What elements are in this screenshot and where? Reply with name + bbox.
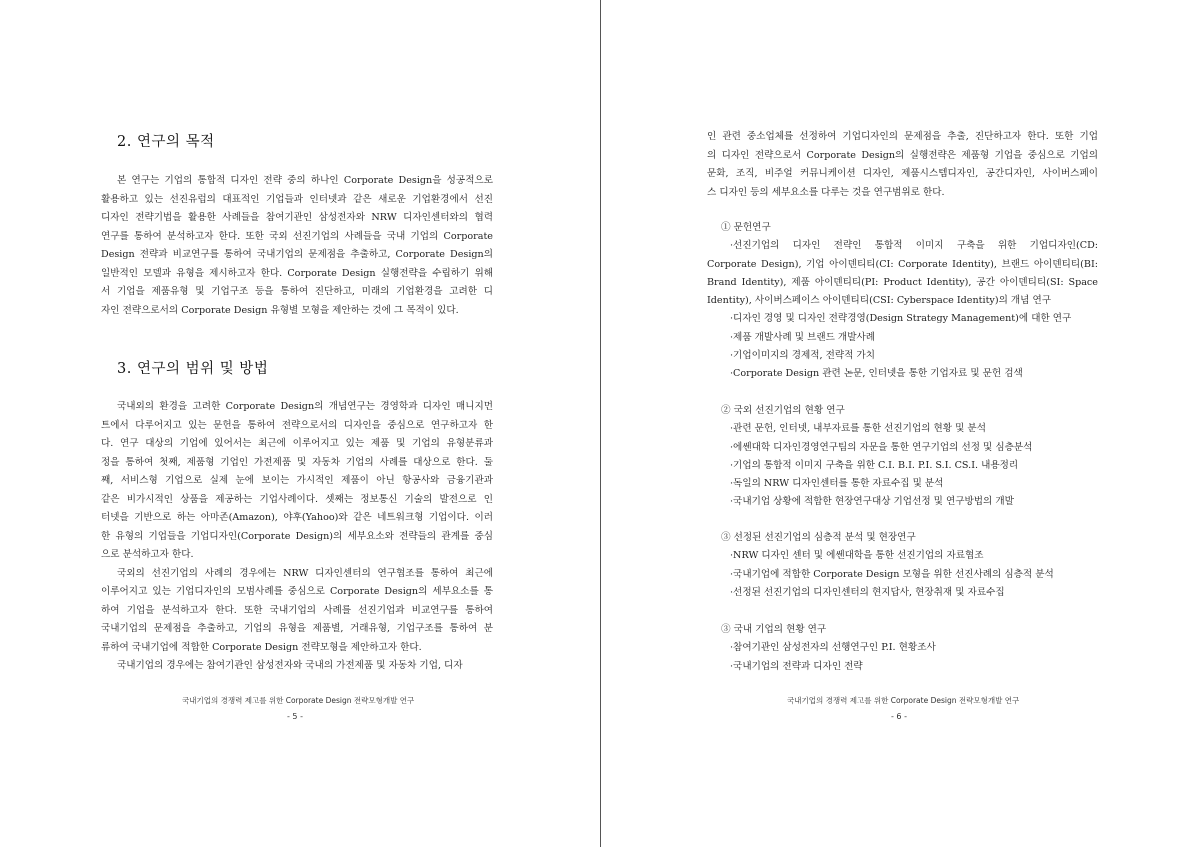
- list-item: ·관련 문헌, 인터넷, 내부자료를 통한 선진기업의 현황 및 분석: [730, 423, 986, 435]
- list-item: ·기업의 통합적 이미지 구축을 위한 C.I. B.I. P.I. S.I. CS.I. 내용정리: [730, 459, 1019, 471]
- running-footer-title: 국내기업의 경쟁력 제고를 위한 Corporate Design 전략모형개발 연구: [182, 696, 415, 705]
- text-line: 자인 전략으로서의 Corporate Design 유형별 모형을 제안하는 것에 그 목적이 있다.: [101, 304, 459, 316]
- text-line: 으로 분석하고자 한다.: [101, 549, 194, 560]
- text-line: 활용하고 있는 선진유럽의 대표적인 기업들과 인터넷과 같은 새로운 기업환경에서 선진: [101, 193, 493, 205]
- list-item: ·제품 개발사례 및 브랜드 개발사례: [730, 331, 875, 343]
- text-line: 국내외의 환경을 고려한 Corporate Design의 개념연구는 경영학과 디자인 매니지먼: [117, 401, 493, 412]
- list-item: ·국내기업에 적합한 Corporate Design 모형을 위한 선진사례의 심층적 분석: [730, 568, 1054, 580]
- list-heading: ③ 선정된 선진기업의 심층적 분석 및 현장연구: [721, 532, 916, 543]
- list-item-line: ·선진기업의 디자인 전략인 통합적 이미지 구축을 위한 기업디자인(CD:: [730, 240, 1098, 252]
- left-page: [0, 0, 600, 847]
- text-line: 다. 연구 대상의 기업에 있어서는 최근에 이루어지고 있는 제품 및 기업의 유형분류과: [101, 438, 493, 449]
- text-line: 한 유형의 기업들을 기업디자인(Corporate Design)의 세부요소와 전략들의 관계를 중심: [101, 530, 493, 542]
- list-item: ·독일의 NRW 디자인센터를 통한 자료수집 및 분석: [730, 478, 944, 490]
- list-item: ·NRW 디자인 센터 및 에쎈대학을 통한 선진기업의 자료협조: [730, 550, 984, 562]
- list-item-line: Brand Identity), 제품 아이덴티티(PI: Product Identity), 공간 아이덴티티(SI: Space: [707, 276, 1098, 288]
- list-item: ·디자인 경영 및 디자인 전략경영(Design Strategy Management)에 대한 연구: [730, 313, 1072, 325]
- in-depth-analysis-list: [707, 529, 1098, 602]
- list-heading: ③ 국내 기업의 현황 연구: [721, 624, 827, 635]
- text-line: 이루어지고 있는 기업디자인의 모범사례를 중심으로 Corporate Design의 세부요소를 통: [101, 586, 493, 597]
- text-line: 국외의 선진기업의 사례의 경우에는 NRW 디자인센터의 연구협조를 통하여 최근에: [117, 567, 493, 579]
- text-line: 의 디자인 전략으로서 Corporate Design의 실행전략은 제품형 기업을 중심으로 기업의: [707, 149, 1098, 161]
- text-line: 국내기업의 경우에는 참여기관인 삼성전자와 국내의 가전제품 및 자동차 기업, 디자: [117, 660, 463, 671]
- text-line: 서 기업을 제품유형 및 기업구조 등을 통하여 진단하고, 미래의 기업환경을 고려한 디: [101, 286, 493, 297]
- text-line: 트에서 다루어지고 있는 문헌을 통하여 전략으로서의 디자인을 중심으로 연구하고자 한: [101, 419, 493, 431]
- text-line: 디자인 전략기법을 활용한 사례들을 참여기관인 삼성전자와 NRW 디자인센터와의 협력: [101, 212, 493, 223]
- text-line: 국내기업의 문제점을 추출하고, 기업의 유형을 제품별, 거래유형, 기업구조를 통하여 분: [101, 623, 493, 634]
- list-item: ·국내기업의 전략과 디자인 전략: [730, 660, 863, 672]
- text-line: 인 관련 중소업체를 선정하여 기업디자인의 문제점을 추출, 진단하고자 한다. 또한 기업: [707, 131, 1098, 142]
- text-line: 일반적인 모델과 유형을 제시하고자 한다. Corporate Design 실행전략을 수립하기 위해: [101, 267, 493, 279]
- text-line: 스 디자인 등의 세부요소를 다루는 것을 연구범위로 한다.: [707, 186, 945, 198]
- page-number: - 6 -: [891, 712, 907, 721]
- literature-research-list: [707, 219, 1098, 384]
- text-line: 하여 기업을 분석하고자 한다. 또한 국내기업의 사례를 선진기업과 비교연구를 통하여: [101, 604, 493, 616]
- text-line: 같은 비가시적인 상품을 제공하는 기업사례이다. 셋째는 정보통신 기술의 발전으로 인: [101, 493, 493, 505]
- list-item: ·국내기업 상황에 적합한 현장연구대상 기업선정 및 연구방법의 개발: [730, 496, 1014, 508]
- text-line: 류하여 국내기업에 적합한 Corporate Design 전략모형을 제안하고자 한다.: [101, 641, 422, 653]
- list-item: ·Corporate Design 관련 논문, 인터넷을 통한 기업자료 및 문헌 검색: [730, 368, 1023, 380]
- list-item-line: Identity), 사이버스페이스 아이덴티티(CSI: Cyberspace Identity)의 개념 연구: [707, 295, 1052, 307]
- list-item: ·선정된 선진기업의 디자인센터의 현지답사, 현장취재 및 자료수집: [730, 586, 1005, 598]
- text-line: 연구를 통하여 분석하고자 한다. 또한 국외 선진기업의 사례들을 국내 기업의 Corporate: [101, 230, 493, 242]
- domestic-company-research-list: [707, 621, 1098, 676]
- section-2-title: 2. 연구의 목적: [117, 134, 215, 150]
- list-item: ·기업이미지의 경제적, 전략적 가치: [730, 350, 875, 362]
- section-3-title: 3. 연구의 범위 및 방법: [117, 361, 269, 377]
- list-heading: ② 국외 선진기업의 현황 연구: [721, 405, 845, 416]
- text-line: 문화, 조직, 비주얼 커뮤니케이션 디자인, 제품시스템디자인, 공간디자인, 사이버스페이: [707, 168, 1098, 179]
- text-line: 터넷을 기반으로 하는 아마존(Amazon), 야후(Yahoo)와 같은 네트워크형 기업이다. 이러: [101, 512, 493, 523]
- overseas-company-research-list: [707, 402, 1098, 512]
- page-number: - 5 -: [287, 712, 303, 721]
- list-item-line: Corporate Design), 기업 아이덴티티(CI: Corporate Identity), 브랜드 아이덴티티(BI:: [707, 258, 1098, 270]
- list-heading: ① 문헌연구: [721, 222, 771, 233]
- running-footer-title: 국내기업의 경쟁력 제고를 위한 Corporate Design 전략모형개발 연구: [787, 696, 1020, 705]
- text-line: Design 전략과 비교연구를 통하여 국내기업의 문제점을 추출하고, Corporate Design의: [101, 249, 493, 260]
- text-line: 째, 서비스형 기업으로 실제 눈에 보이는 가시적인 제품이 아닌 항공사와 금융기관과: [101, 475, 493, 486]
- list-item: ·에쎈대학 디자인경영연구팀의 자문을 통한 연구기업의 선정 및 심층분석: [730, 441, 1033, 453]
- right-page: [601, 0, 1202, 847]
- section-2-paragraph: [101, 172, 493, 320]
- scope-continuation-paragraph: [707, 128, 1098, 202]
- text-line: 본 연구는 기업의 통합적 디자인 전략 중의 하나인 Corporate Design을 성공적으로: [117, 175, 493, 186]
- text-line: 정을 통하여 첫째, 제품형 기업인 가전제품 및 자동차 기업의 사례를 대상으로 한다. 둘: [101, 456, 493, 468]
- list-item: ·참여기관인 삼성전자의 선행연구인 P.I. 현황조사: [730, 642, 936, 654]
- section-3-paragraph: [101, 398, 493, 676]
